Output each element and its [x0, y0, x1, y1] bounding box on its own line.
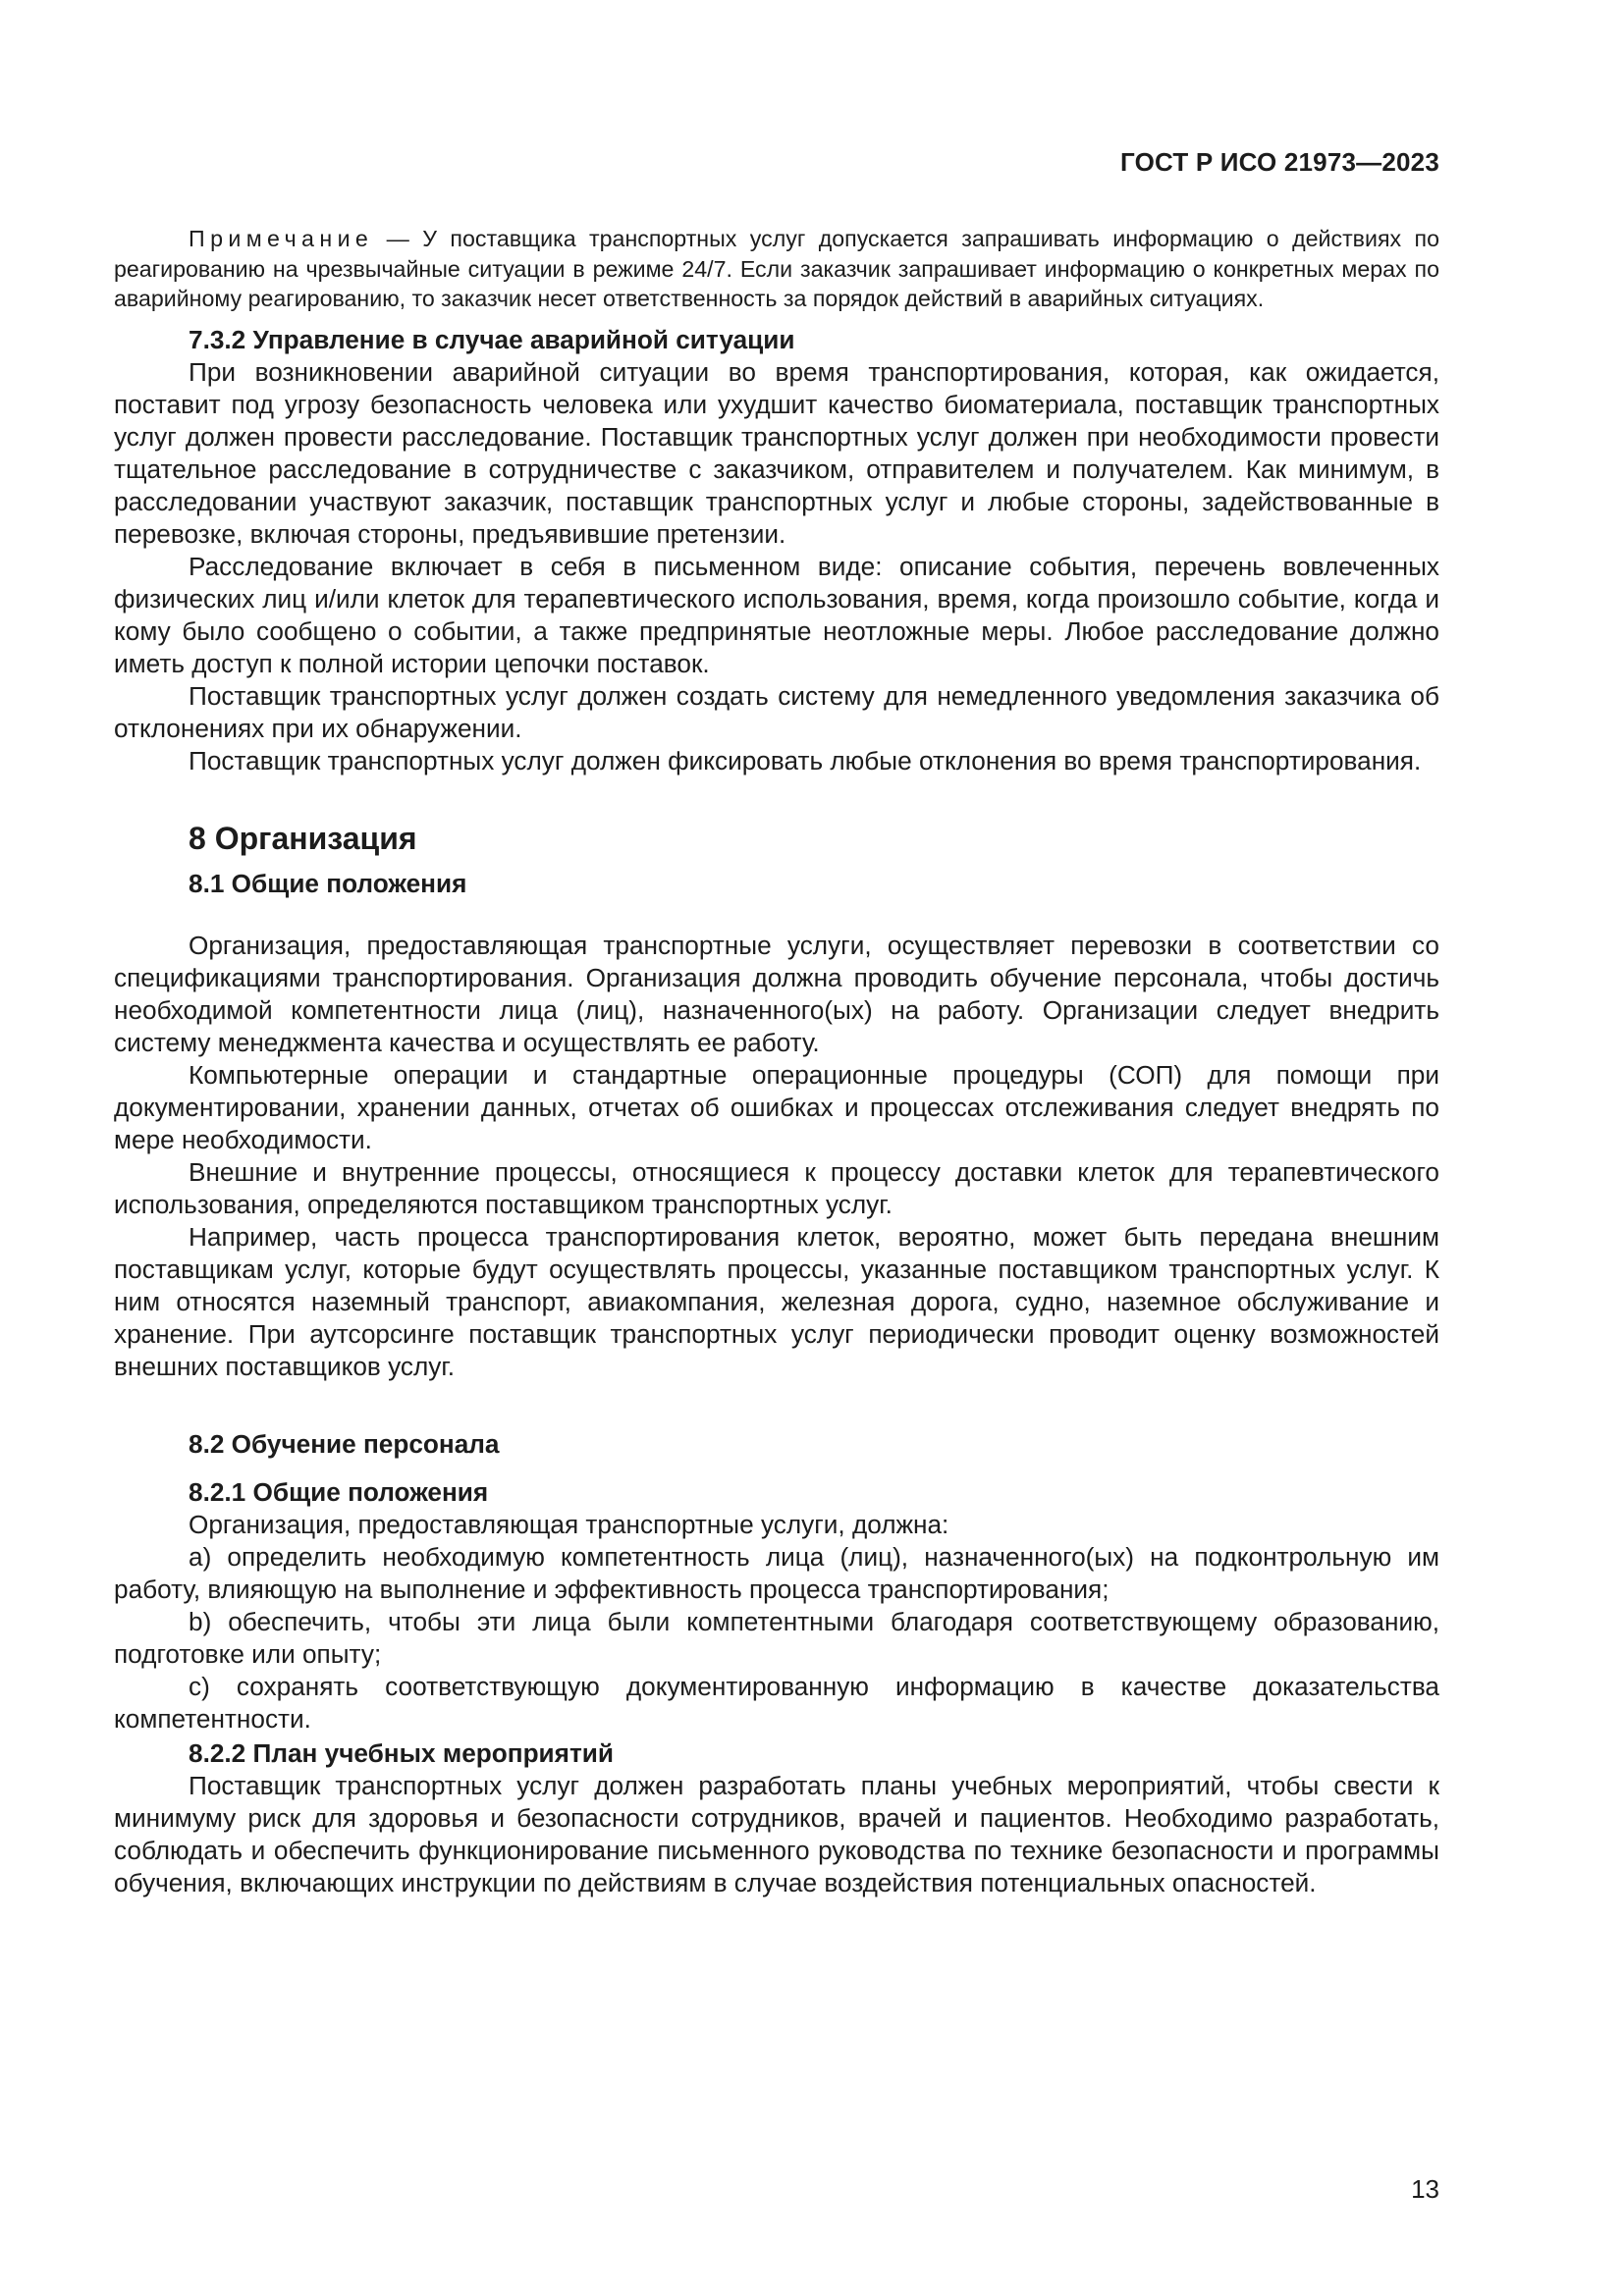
document-code: ГОСТ Р ИСО 21973—2023: [1119, 147, 1439, 177]
section-8-2-heading: 8.2 Обучение персонала: [189, 1428, 500, 1459]
paragraph: Поставщик транспортных услуг должен разработать планы учебных мероприятий, чтобы свести к минимуму риск для здоровья и безопасности сотрудников, врачей и пациентов. Необходимо разработать, соблюдать и обеспечить функционирование письменного руководства по технике безопасности и программы обучения, включающих инструкции по действиям в случае воздействия потенциальных опасностей.: [114, 1770, 1439, 1897]
note-text: — У поставщика транспортных услуг допускается запрашивать информацию о действиях по реагированию на чрезвычайные ситуации в режиме 24/7. Если заказчик запрашивает информацию о конкретных мерах по аварийному реагированию, то заказчик несет ответственность за порядок действий в аварийных ситуациях.: [114, 226, 1439, 311]
list-item: a) определить необходимую компетентность лица (лиц), назначенного(ых) на подконтрольную им работу, влияющую на выполнение и эффективность процесса транспортирования;: [114, 1541, 1439, 1604]
section-8-1-heading: 8.1 Общие положения: [189, 868, 467, 898]
paragraph: Поставщик транспортных услуг должен создать систему для немедленного уведомления заказчика об отклонениях при их обнаружении.: [114, 680, 1439, 743]
list-item: c) сохранять соответствующую документированную информацию в качестве доказательства компетентности.: [114, 1671, 1439, 1734]
section-8-2-2-heading: 8.2.2 План учебных мероприятий: [189, 1737, 614, 1768]
paragraph: Организация, предоставляющая транспортные услуги, осуществляет перевозки в соответствии со спецификациями транспортирования. Организация должна проводить обучение персонала, чтобы достичь необходимой компетентности лица (лиц), назначенного(ых) на работу. Организации следует внедрить систему менеджмента качества и осуществлять ее работу.: [114, 930, 1439, 1057]
paragraph: Внешние и внутренние процессы, относящиеся к процессу доставки клеток для терапевтического использования, определяются поставщиком транспортных услуг.: [114, 1156, 1439, 1219]
paragraph: Компьютерные операции и стандартные операционные процедуры (СОП) для помощи при документировании, хранении данных, отчетах об ошибках и процессах отслеживания следует внедрять по мере необходимости.: [114, 1059, 1439, 1154]
paragraph: Расследование включает в себя в письменном виде: описание события, перечень вовлеченных физических лиц и/или клеток для терапевтического использования, время, когда произошло событие, когда и кому было сообщено о событии, а также предпринятые неотложные меры. Любое расследование должно иметь доступ к полной истории цепочки поставок.: [114, 551, 1439, 678]
paragraph: Поставщик транспортных услуг должен фиксировать любые отклонения во время транспортирования.: [189, 745, 1422, 775]
paragraph: При возникновении аварийной ситуации во время транспортирования, которая, как ожидается, поставит под угрозу безопасность человека или ухудшит качество биоматериала, поставщик транспортных услуг должен провести расследование. Поставщик транспортных услуг должен при необходимости провести тщательное расследование в сотрудничестве с заказчиком, отправителем и получателем. Как минимум, в расследовании участвуют заказчик, поставщик транспортных услуг и любые стороны, задействованные в перевозке, включая стороны, предъявившие претензии.: [114, 356, 1439, 549]
note-paragraph: [114, 224, 1439, 314]
list-item: b) обеспечить, чтобы эти лица были компетентными благодаря соответствующему образованию, подготовке или опыту;: [114, 1606, 1439, 1669]
section-8-2-1-heading: 8.2.1 Общие положения: [189, 1476, 489, 1507]
section-7-3-2-heading: 7.3.2 Управление в случае аварийной ситуации: [189, 324, 795, 354]
page-number: 13: [1411, 2174, 1439, 2204]
page-content: [114, 224, 1439, 1899]
paragraph: Организация, предоставляющая транспортные услуги, должна:: [189, 1509, 949, 1539]
paragraph: Например, часть процесса транспортирования клеток, вероятно, может быть передана внешним поставщикам услуг, которые будут осуществлять процессы, указанные поставщиком транспортных услуг. К ним относятся наземный транспорт, авиакомпания, железная дорога, судно, наземное обслуживание и хранение. При аутсорсинге поставщик транспортных услуг периодически проводит оценку возможностей внешних поставщиков услуг.: [114, 1221, 1439, 1381]
section-8-heading: 8 Организация: [189, 820, 417, 856]
note-label: Примечание: [189, 226, 374, 251]
